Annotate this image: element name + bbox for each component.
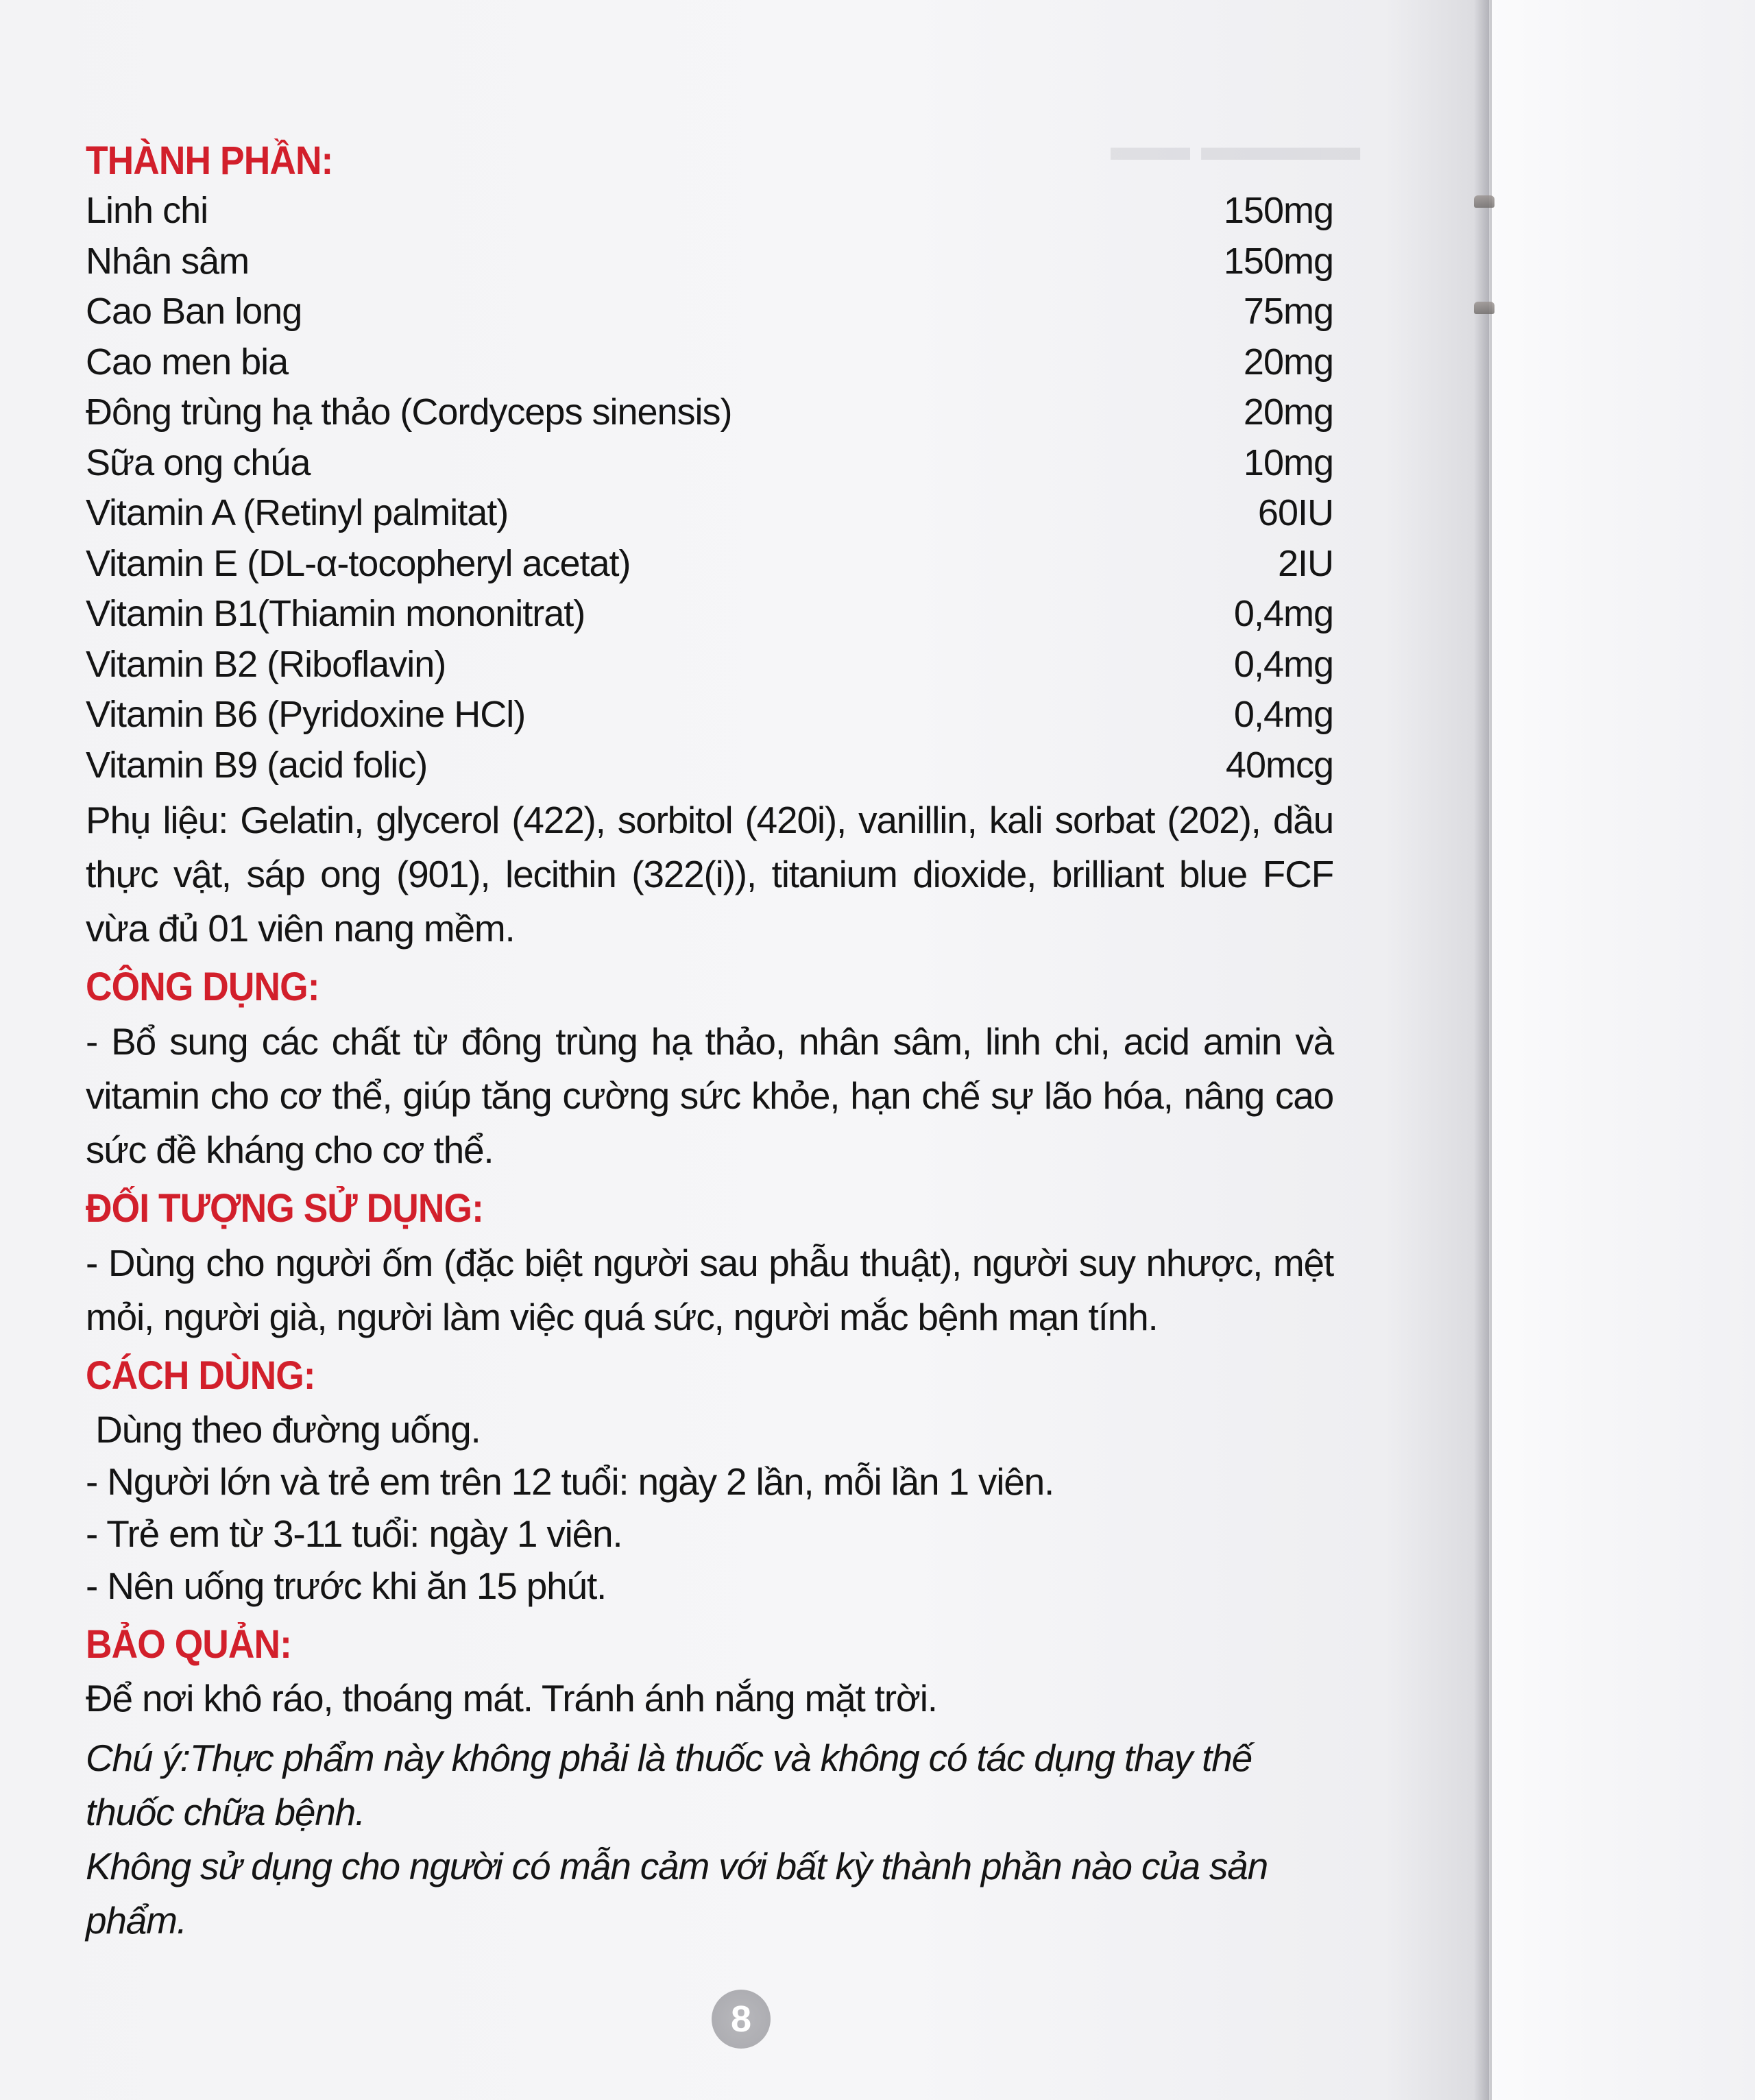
- directions-line: - Người lớn và trẻ em trên 12 tuổi: ngày 2 lần, mỗi lần 1 viên.: [86, 1460, 1054, 1503]
- ingredient-row: [86, 237, 1333, 287]
- storage-heading: BẢO QUẢN:: [86, 1622, 292, 1667]
- ingredient-row: [86, 690, 1333, 740]
- ingredient-row: [86, 589, 1333, 640]
- ingredient-name: Linh chi: [86, 190, 208, 231]
- ingredient-row: [86, 337, 1333, 388]
- ingredient-amount: 40mcg: [1225, 744, 1333, 786]
- ingredient-name: Đông trùng hạ thảo (Cordyceps sinensis): [86, 391, 732, 433]
- notes-section: [86, 1731, 1333, 1948]
- storage-text: Để nơi khô ráo, thoáng mát. Tránh ánh nắng mặt trời.: [86, 1677, 937, 1719]
- ingredients-heading: THÀNH PHẦN:: [86, 138, 333, 183]
- ingredient-amount: 2IU: [1277, 542, 1333, 584]
- ingredient-name: Cao Ban long: [86, 291, 302, 332]
- adjacent-page-edge: [1489, 0, 1755, 2100]
- ingredient-row: [86, 287, 1333, 337]
- directions-line: - Nên uống trước khi ăn 15 phút.: [86, 1565, 607, 1607]
- uses-section: [86, 960, 1333, 1177]
- ingredient-row: [86, 488, 1333, 539]
- storage-section: [86, 1617, 1333, 1724]
- ingredient-name: Vitamin B1(Thiamin mononitrat): [86, 593, 585, 634]
- ingredient-name: Cao men bia: [86, 341, 289, 383]
- directions-line: Dùng theo đường uống.: [86, 1408, 481, 1451]
- ingredient-amount: 20mg: [1243, 341, 1333, 383]
- ingredient-amount: 60IU: [1257, 492, 1333, 533]
- ingredient-amount: 150mg: [1223, 190, 1333, 231]
- note-not-medicine: Chú ý:Thực phẩm này không phải là thuốc và không có tác dụng thay thế thuốc chữa bệnh.: [86, 1737, 1252, 1833]
- document-content: [86, 134, 1333, 1948]
- target-users-section: [86, 1181, 1333, 1344]
- directions-line: - Trẻ em từ 3-11 tuổi: ngày 1 viên.: [86, 1512, 622, 1555]
- excipients-text: Phụ liệu: Gelatin, glycerol (422), sorbitol (420i), vanillin, kali sorbat (202), dầu thực vật, sáp ong (901), lecithin (322(i)), titanium dioxide, brilliant blue FCF vừa đủ 01 viên nang mềm.: [86, 799, 1333, 950]
- ingredient-name: Nhân sâm: [86, 240, 250, 282]
- ingredient-name: Sữa ong chúa: [86, 442, 311, 483]
- target-users-heading: ĐỐI TƯỢNG SỬ DỤNG:: [86, 1186, 483, 1231]
- note-allergy-warning: Không sử dụng cho người có mẫn cảm với bất kỳ thành phần nào của sản phẩm.: [86, 1845, 1268, 1942]
- ingredient-amount: 10mg: [1243, 442, 1333, 483]
- ingredient-name: Vitamin B6 (Pyridoxine HCl): [86, 694, 526, 735]
- uses-heading: CÔNG DỤNG:: [86, 965, 319, 1009]
- ingredient-amount: 0,4mg: [1233, 643, 1333, 685]
- page-number-badge: 8: [712, 1990, 771, 2049]
- ingredient-amount: 75mg: [1243, 291, 1333, 332]
- directions-section: [86, 1349, 1333, 1612]
- ingredient-amount: 0,4mg: [1233, 593, 1333, 634]
- ingredient-row: [86, 186, 1333, 237]
- ingredients-list: [86, 186, 1333, 790]
- ingredient-name: Vitamin B9 (acid folic): [86, 744, 428, 786]
- ingredient-row: [86, 740, 1333, 791]
- staple-bottom: [1474, 302, 1494, 314]
- binding-fold: [1474, 0, 1492, 2100]
- ingredient-amount: 0,4mg: [1233, 694, 1333, 735]
- ingredient-name: Vitamin E (DL-α-tocopheryl acetat): [86, 542, 631, 584]
- ingredient-amount: 150mg: [1223, 240, 1333, 282]
- target-users-text: - Dùng cho người ốm (đặc biệt người sau phẫu thuật), người suy nhược, mệt mỏi, người già, người làm việc quá sức, người mắc bệnh mạn tính.: [86, 1242, 1333, 1338]
- directions-heading: CÁCH DÙNG:: [86, 1353, 315, 1398]
- ingredient-row: [86, 387, 1333, 438]
- ingredients-section: [86, 134, 1333, 956]
- ingredient-row: [86, 640, 1333, 690]
- ingredient-row: [86, 438, 1333, 489]
- ingredient-row: [86, 539, 1333, 590]
- staple-top: [1474, 195, 1494, 208]
- ingredient-amount: 20mg: [1243, 391, 1333, 433]
- ingredient-name: Vitamin A (Retinyl palmitat): [86, 492, 509, 533]
- uses-text: - Bổ sung các chất từ đông trùng hạ thảo, nhân sâm, linh chi, acid amin và vitamin cho cơ thể, giúp tăng cường sức khỏe, hạn chế sự lão hóa, nâng cao sức đề kháng cho cơ thể.: [86, 1020, 1333, 1171]
- ingredient-name: Vitamin B2 (Riboflavin): [86, 643, 446, 685]
